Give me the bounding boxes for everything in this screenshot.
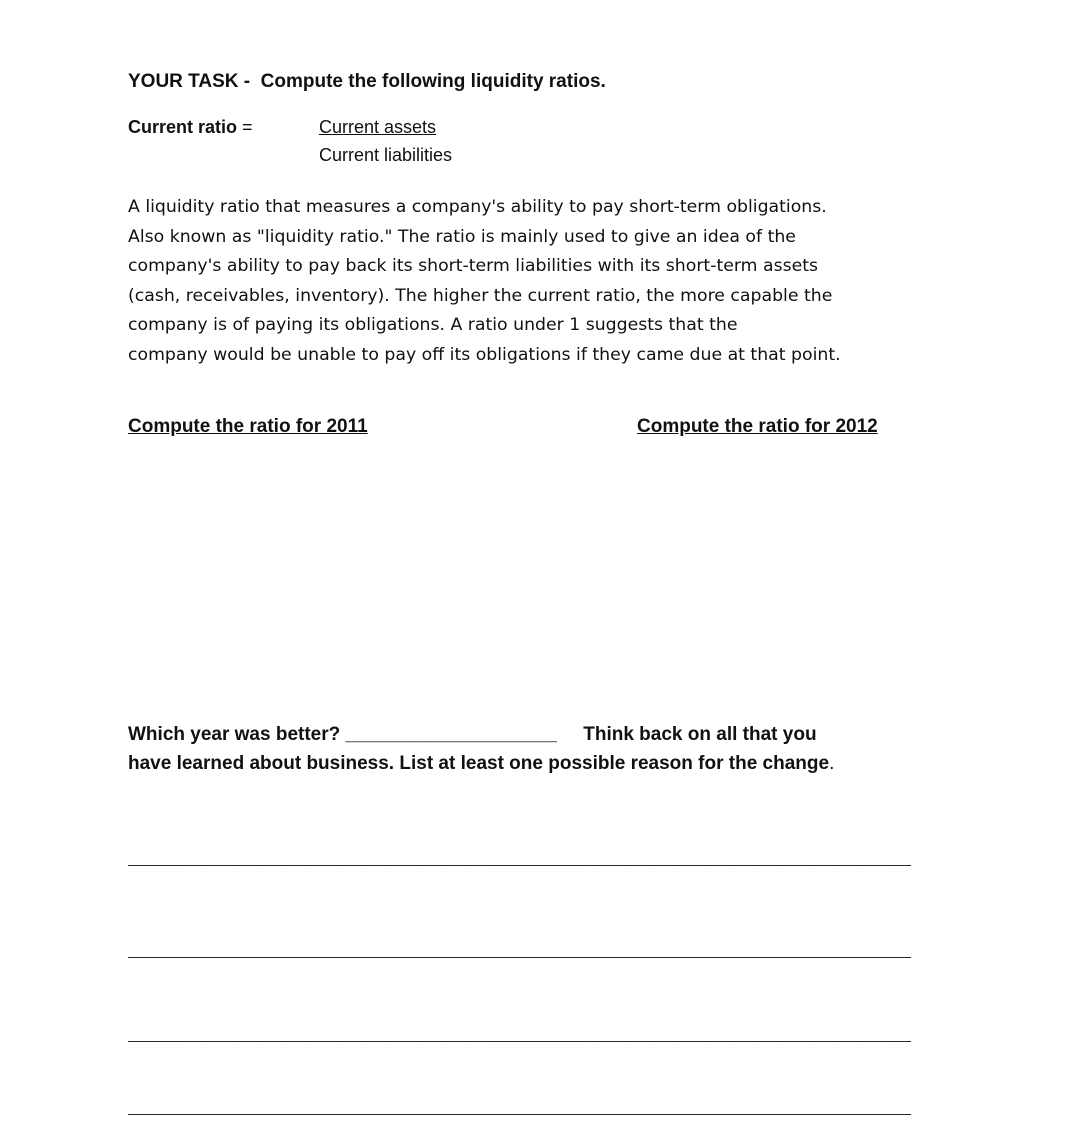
ratio-label [128, 117, 253, 138]
answer-line[interactable]: ____________________________________________________________________ [128, 940, 911, 962]
compute-2011-heading: Compute the ratio for 2011 [128, 416, 368, 437]
definition-line: A liquidity ratio that measures a company's ability to pay short-term obligations. [128, 197, 827, 217]
definition-line: company's ability to pay back its short-term liabilities with its short-term assets [128, 256, 818, 277]
definition-line: company would be unable to pay off its obligations if they came due at that point. [128, 344, 841, 365]
question-prompt [128, 720, 958, 778]
ratio-name: Current ratio [128, 117, 238, 137]
question-line-2-text: have learned about business. List at least one possible reason for the change [128, 753, 830, 774]
question-period: . [829, 753, 835, 774]
task-heading: YOUR TASK - Compute the following liquidity ratios. [128, 71, 606, 92]
answer-line[interactable]: ____________________________________________________________________ [128, 848, 911, 870]
ratio-numerator: Current assets [319, 117, 437, 137]
answer-line[interactable]: ____________________________________________________________________ [128, 1024, 911, 1046]
definition-line: Also known as "liquidity ratio." The ratio is mainly used to give an idea of the [128, 226, 796, 247]
compute-2012-heading: Compute the ratio for 2012 [637, 416, 878, 437]
definition-line: (cash, receivables, inventory). The higher the current ratio, the more capable the [128, 285, 833, 306]
question-line-1: Which year was better? ____________________ Think back on all that you [128, 724, 817, 745]
question-line-2 [128, 749, 958, 778]
answer-line[interactable]: ____________________________________________________________________ [128, 1097, 911, 1119]
definition-paragraph [128, 193, 948, 371]
ratio-denominator: Current liabilities [319, 145, 453, 165]
definition-line: company is of paying its obligations. A ratio under 1 suggests that the [128, 315, 738, 336]
equals-sign: = [237, 117, 253, 137]
